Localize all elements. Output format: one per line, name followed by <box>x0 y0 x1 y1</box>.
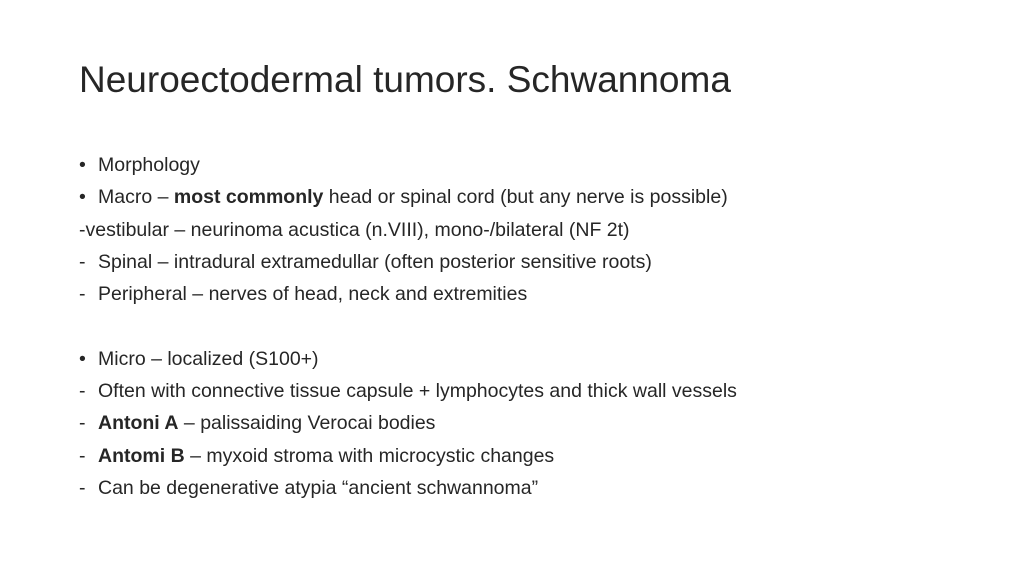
text-segment: head or spinal cord (but any nerve is possible) <box>323 186 728 209</box>
blank-line <box>79 310 979 342</box>
text-segment: Morphology <box>98 154 200 176</box>
text-segment: Often with connective tissue capsule + lymphocytes and thick wall vessels <box>98 380 737 403</box>
text-segment: Macro – <box>98 186 174 209</box>
text-segment: -vestibular – neurinoma acustica (n.VIII), mono-/bilateral (NF 2t) <box>79 218 630 241</box>
line-text <box>98 278 527 310</box>
body-line <box>79 472 979 504</box>
line-text <box>98 375 737 407</box>
line-text <box>98 440 554 472</box>
body-line <box>79 149 979 181</box>
bullet-marker: • <box>79 154 86 176</box>
bullet-marker: • <box>79 186 86 209</box>
bullet-marker: • <box>79 347 86 370</box>
bold-term: Antomi B <box>98 444 185 467</box>
text-segment: Spinal – intradural extramedullar (often posterior sensitive roots) <box>98 250 652 273</box>
body-line <box>79 375 979 407</box>
bold-term: most commonly <box>173 186 324 209</box>
body-line <box>79 343 979 375</box>
dash-marker: - <box>79 380 86 403</box>
text-segment: – myxoid stroma with microcystic changes <box>184 444 555 467</box>
dash-marker: - <box>79 283 86 306</box>
body-line <box>79 407 979 439</box>
dash-marker: - <box>79 476 86 499</box>
line-text <box>79 214 630 246</box>
body-line <box>79 440 979 472</box>
line-text <box>98 407 435 439</box>
dash-marker: - <box>79 250 86 273</box>
slide-title: Neuroectodermal tumors. Schwannoma <box>79 59 731 100</box>
body-line <box>79 278 979 310</box>
dash-marker: - <box>79 412 86 435</box>
text-segment: Peripheral – nerves of head, neck and extremities <box>98 283 528 306</box>
dash-marker: - <box>79 444 86 467</box>
text-segment: Can be degenerative atypia “ancient schwannoma” <box>98 476 539 499</box>
line-text <box>98 472 538 504</box>
text-segment: Micro – localized (S100+) <box>98 347 319 370</box>
line-text <box>98 343 319 375</box>
line-text <box>98 181 728 213</box>
text-segment: – palissaiding Verocai bodies <box>178 412 436 435</box>
line-text <box>98 246 652 278</box>
slide-body <box>79 149 979 504</box>
body-line <box>79 246 979 278</box>
line-text <box>98 149 200 181</box>
body-line <box>79 214 979 246</box>
bold-term: Antoni A <box>98 412 179 435</box>
body-line <box>79 181 979 213</box>
